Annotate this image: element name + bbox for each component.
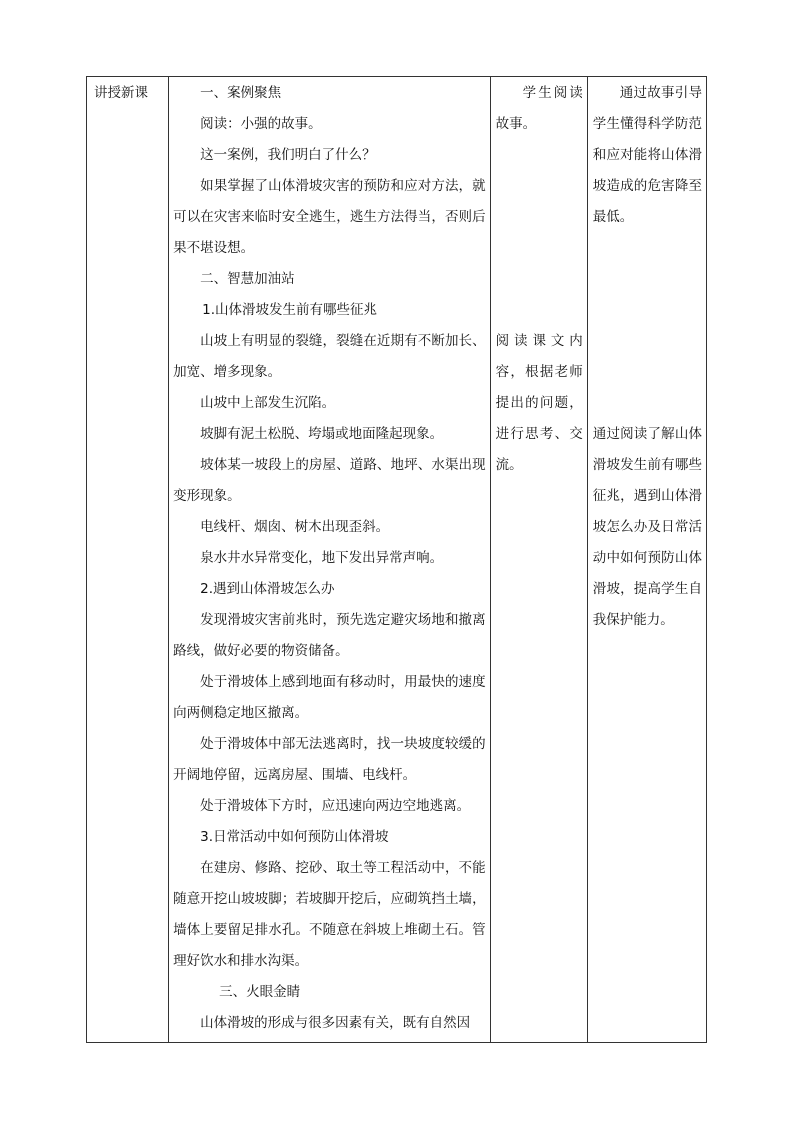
content-paragraph: 山坡上有明显的裂缝，裂缝在近期有不断加长、加宽、增多现象。 (173, 333, 486, 380)
content-subheading: 2.遇到山体滑坡怎么办 (200, 581, 335, 597)
content-paragraph: 山坡中上部发生沉陷。 (200, 395, 336, 411)
lesson-plan-table (86, 76, 707, 1043)
teaching-content-cell (169, 77, 491, 1043)
design-intent-cell (587, 77, 706, 1043)
content-subheading: 1.山体滑坡发生前有哪些征兆 (202, 302, 378, 318)
content-paragraph: 电线杆、烟囱、树木出现歪斜。 (200, 519, 390, 535)
section-label: 讲授新课 (94, 85, 148, 101)
content-paragraph: 发现滑坡灾害前兆时，预先选定避灾场地和撤离路线，做好必要的物资储备。 (173, 612, 486, 659)
content-paragraph: 处于滑坡体下方时，应迅速向两边空地逃离。 (200, 798, 471, 814)
student-activity-text: 学生阅读故事。 (495, 85, 583, 132)
content-paragraph: 山体滑坡的形成与很多因素有关，既有自然因 (200, 1015, 471, 1031)
content-paragraph: 泉水井水异常变化，地下发出异常声响。 (200, 550, 444, 566)
content-paragraph: 处于滑坡体上感到地面有移动时，用最快的速度向两侧稳定地区撤离。 (173, 674, 486, 721)
content-heading: 一、案例聚焦 (200, 85, 282, 101)
content-paragraph: 如果掌握了山体滑坡灾害的预防和应对方法，就可以在灾害来临时安全逃生，逃生方法得当，否则后果不堪设想。 (173, 178, 486, 256)
student-activity-cell (490, 77, 587, 1043)
table-row (87, 77, 707, 1043)
content-heading: 二、智慧加油站 (200, 271, 295, 287)
design-intent-text: 通过故事引导学生懂得科学防范和应对能将山体滑坡造成的危害降至最低。 (592, 85, 702, 225)
section-label-cell (87, 77, 169, 1043)
design-intent-text: 通过阅读了解山体滑坡发生前有哪些征兆，遇到山体滑坡怎么办及日常活动中如何预防山体滑坡，提高学生自我保护能力。 (592, 426, 702, 628)
content-paragraph: 处于滑坡体中部无法逃离时，找一块坡度较缓的开阔地停留，远离房屋、围墙、电线杆。 (173, 736, 486, 783)
content-paragraph: 坡体某一坡段上的房屋、道路、地坪、水渠出现变形现象。 (173, 457, 486, 504)
content-heading: 三、火眼金睛 (219, 984, 301, 1000)
student-activity-text: 阅读课文内容，根据老师提出的问题，进行思考、交流。 (495, 333, 583, 473)
content-paragraph: 阅读：小强的故事。 (200, 116, 322, 132)
content-paragraph: 这一案例，我们明白了什么？ (200, 147, 376, 163)
content-paragraph: 在建房、修路、挖砂、取土等工程活动中，不能随意开挖山坡坡脚；若坡脚开挖后，应砌筑挡土墙，墙体上要留足排水孔。不随意在斜坡上堆砌土石。管理好饮水和排水沟渠。 (173, 860, 486, 969)
content-subheading: 3.日常活动中如何预防山体滑坡 (200, 829, 389, 845)
content-paragraph: 坡脚有泥土松脱、垮塌或地面隆起现象。 (200, 426, 444, 442)
